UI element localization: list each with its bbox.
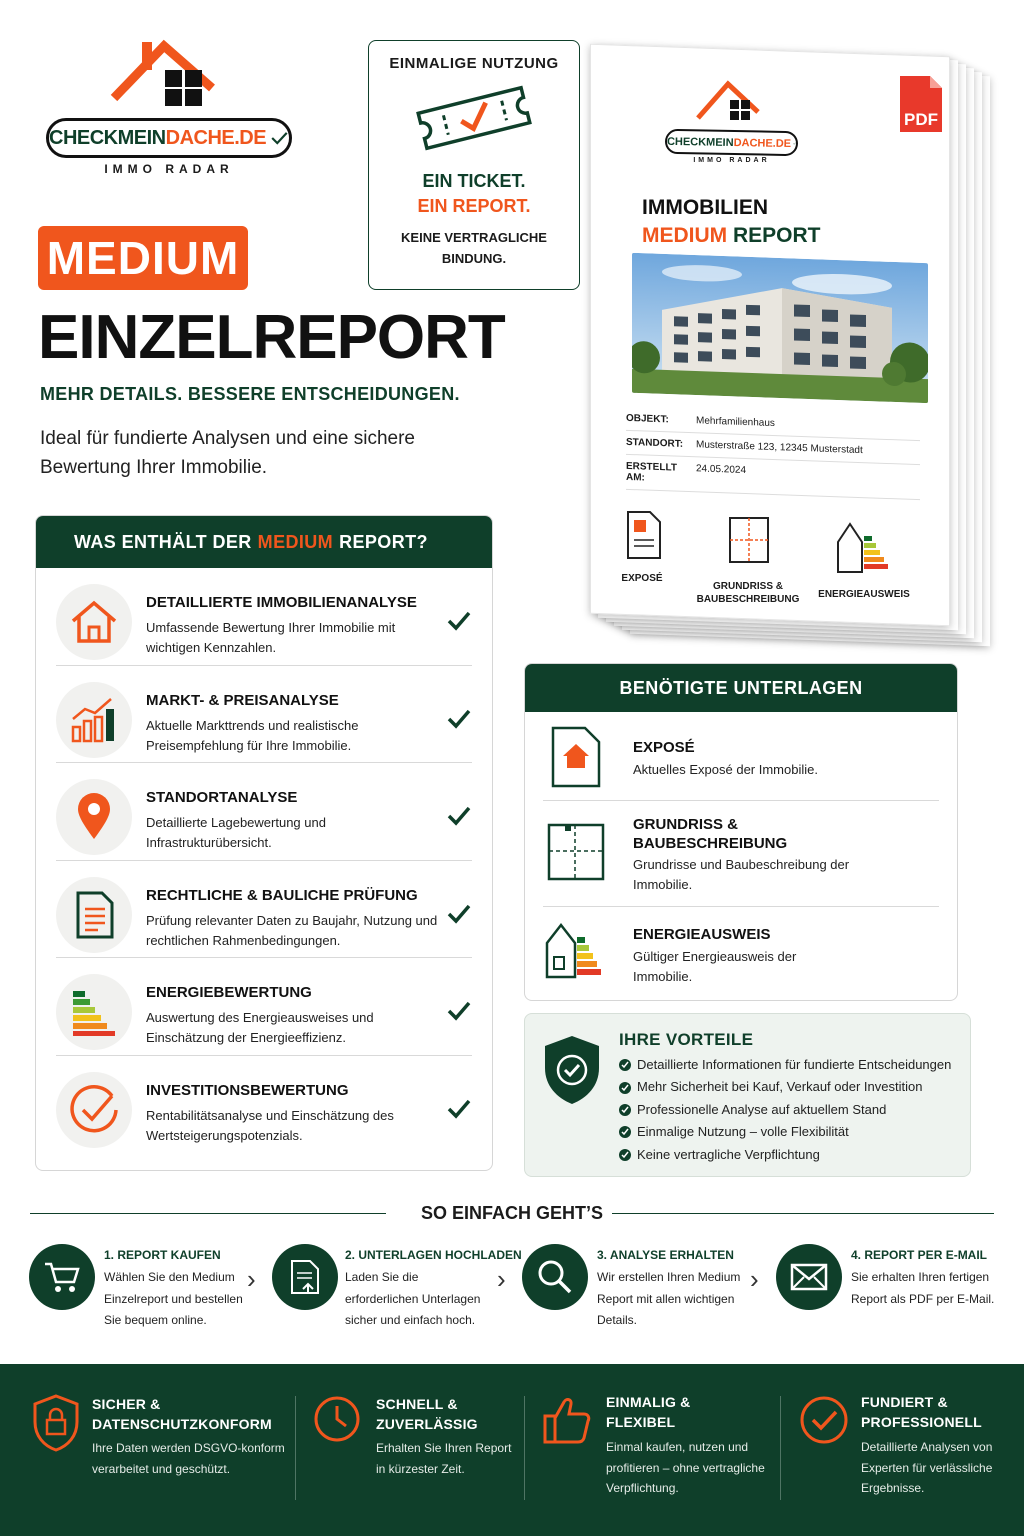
step-title: 2. UNTERLAGEN HOCHLADEN — [345, 1248, 522, 1262]
tagline: MEHR DETAILS. BESSERE ENTSCHEIDUNGEN. — [40, 384, 460, 404]
feature-item — [56, 1056, 472, 1154]
doc-title: EXPOSÉ — [633, 739, 695, 756]
pdf-icon — [898, 74, 944, 134]
report-row-key: OBJEKT: — [626, 412, 669, 426]
pdf-label: PDF — [904, 110, 938, 129]
building-photo — [632, 253, 928, 403]
check-icon — [446, 901, 472, 927]
feature-title: ENERGIEBEWERTUNG — [146, 984, 312, 1001]
step-title: 3. ANALYSE ERHALTEN — [597, 1248, 734, 1262]
feature-desc: Auswertung des Energieausweises und Einschätzung der Energieeffizienz. — [146, 1010, 374, 1045]
divider — [780, 1396, 781, 1500]
benefit-item — [619, 1121, 951, 1143]
thumbs-up-icon — [542, 1394, 592, 1446]
report-doc-label: GRUNDRISS & BAUBESCHREIBUNG — [696, 581, 800, 605]
ticket-line-1: EIN TICKET. — [422, 171, 526, 191]
footer-desc: Erhalten Sie Ihren Report in kürzester Zeit. — [376, 1441, 512, 1476]
house-roof-icon — [108, 22, 218, 114]
check-circle-icon — [798, 1394, 850, 1446]
footer-title: EINMALIG & FLEXIBEL — [606, 1394, 691, 1430]
feature-desc: Umfassende Bewertung Ihrer Immobilie mit wichtigen Kennzahlen. — [146, 620, 396, 655]
report-row-value: Mehrfamilienhaus — [696, 415, 775, 430]
doc-title: GRUNDRISS & BAUBESCHREIBUNG — [633, 816, 788, 852]
docs-header: BENÖTIGTE UNTERLAGEN — [525, 664, 957, 712]
benefit-text: Mehr Sicherheit bei Kauf, Verkauf oder Investition — [637, 1079, 923, 1095]
report-row-value: Musterstraße 123, 12345 Musterstadt — [696, 439, 863, 457]
footer-desc: Detaillierte Analysen von Experten für verlässliche Ergebnisse. — [861, 1440, 993, 1495]
step-desc: Sie erhalten Ihren fertigen Report als PDF per E-Mail. — [851, 1270, 995, 1306]
floorplan-icon — [728, 516, 770, 564]
step-title: 1. REPORT KAUFEN — [104, 1248, 221, 1262]
step-title: 4. REPORT PER E-MAIL — [851, 1248, 988, 1262]
feature-title: INVESTITIONSBEWERTUNG — [146, 1081, 349, 1099]
energy-certificate-icon — [545, 921, 611, 981]
benefits-list — [619, 1054, 951, 1166]
shield-icon — [541, 1034, 603, 1106]
footer-title: FUNDIERT & PROFESSIONELL — [861, 1394, 982, 1430]
benefits-title: IHRE VORTEILE — [619, 1030, 754, 1049]
checkmark-icon — [793, 138, 796, 149]
report-logo-roof-icon — [694, 70, 764, 128]
step-desc: Wir erstellen Ihren Medium Report mit allen wichtigen Details. — [597, 1270, 741, 1327]
energy-certificate-icon — [836, 522, 892, 576]
feature-desc: Rentabilitätsanalyse und Einschätzung des Wertsteigerungspotenzials. — [146, 1107, 394, 1143]
doc-desc: Aktuelles Exposé der Immobilie. — [633, 762, 818, 777]
upload-document-icon — [272, 1244, 338, 1310]
features-head-highlight: MEDIUM — [257, 531, 334, 552]
search-icon — [522, 1244, 588, 1310]
feature-title: STANDORTANALYSE — [146, 789, 298, 806]
expose-doc-icon — [626, 510, 662, 560]
footer-desc: Einmal kaufen, nutzen und profitieren – ohne vertragliche Verpflichtung. — [606, 1440, 765, 1495]
feature-title: RECHTLICHE & BAULICHE PRÜFUNG — [146, 886, 418, 904]
benefit-text: Detaillierte Informationen für fundierte Entscheidungen — [637, 1057, 952, 1072]
feature-desc: Prüfung relevanter Daten zu Baujahr, Nutzung und rechtlichen Rahmenbedingungen. — [146, 912, 438, 948]
report-row-value: 24.05.2024 — [696, 463, 747, 477]
footer-title: SCHNELL & ZUVERLÄSSIG — [376, 1396, 478, 1432]
brand-logo[interactable] — [46, 22, 296, 182]
check-icon — [446, 1096, 472, 1122]
logo-subtitle: IMMO RADAR — [104, 162, 234, 176]
report-title-report: REPORT — [727, 224, 821, 247]
medium-badge: MEDIUM — [38, 226, 248, 290]
doc-item — [543, 712, 939, 801]
report-title-2 — [642, 224, 821, 248]
chevron-right-icon: › — [497, 1264, 506, 1294]
clock-icon — [312, 1394, 362, 1444]
check-circle-icon — [56, 1072, 132, 1148]
doc-title: ENERGIEAUSWEIS — [633, 926, 771, 943]
benefit-item — [619, 1144, 951, 1166]
report-title-1: IMMOBILIEN — [642, 196, 768, 219]
divider — [524, 1396, 525, 1500]
chevron-right-icon: › — [750, 1264, 759, 1294]
ticket-line-2: EIN REPORT. — [417, 196, 531, 216]
ticket-box — [368, 40, 580, 290]
footer-title: SICHER & DATENSCHUTZKONFORM — [92, 1396, 272, 1432]
chevron-right-icon: › — [247, 1264, 256, 1294]
feature-title: MARKT- & PREISANALYSE — [146, 691, 339, 709]
features-head-b: REPORT? — [339, 531, 428, 552]
report-title-medium: MEDIUM — [642, 224, 728, 247]
report-logo-subtitle: IMMO RADAR — [693, 157, 770, 164]
check-icon — [619, 1149, 631, 1161]
feature-item — [56, 763, 472, 861]
doc-item — [543, 801, 939, 907]
expose-icon — [551, 726, 601, 788]
house-icon — [56, 584, 132, 660]
logo-name-b: DACHE.DE — [165, 126, 267, 149]
page-title: EINZELREPORT — [38, 303, 505, 372]
benefit-text: Einmalige Nutzung – volle Flexibilität — [637, 1124, 849, 1140]
footer — [0, 1364, 1024, 1536]
benefit-text: Professionelle Analyse auf aktuellem Stand — [637, 1101, 887, 1117]
check-icon — [446, 803, 472, 829]
floorplan-icon — [547, 823, 605, 881]
checkmark-icon — [270, 128, 289, 148]
ticket-icon — [409, 78, 539, 158]
doc-desc: Grundrisse und Baubeschreibung der Immobilie. — [633, 857, 850, 892]
feature-item — [56, 958, 472, 1056]
steps-title: SO EINFACH GEHT’S — [420, 1203, 604, 1223]
energy-scale-icon — [56, 974, 132, 1050]
report-rows — [626, 412, 920, 495]
doc-item — [543, 907, 939, 999]
check-icon — [446, 706, 472, 732]
feature-item — [56, 861, 472, 959]
benefit-item — [619, 1076, 951, 1098]
required-documents-card — [524, 663, 958, 1001]
features-header — [36, 516, 492, 568]
report-logo-b: DACHE.DE — [733, 136, 792, 150]
benefits-card — [524, 1013, 971, 1177]
cart-icon — [29, 1244, 95, 1310]
check-icon — [619, 1082, 631, 1094]
check-icon — [446, 608, 472, 634]
benefit-text: Keine vertragliche Verpflichtung — [637, 1146, 820, 1162]
check-icon — [619, 1059, 631, 1071]
mail-icon — [776, 1244, 842, 1310]
ticket-note: KEINE VERTRAGLICHE BINDUNG. — [401, 230, 547, 266]
divider — [295, 1396, 296, 1500]
report-logo-a: CHECKMEIN — [666, 135, 734, 149]
step-desc: Laden Sie die erforderlichen Unterlagen sicher und einfach hoch. — [345, 1270, 481, 1327]
benefit-item — [619, 1099, 951, 1121]
footer-desc: Ihre Daten werden DSGVO-konform verarbeitet und geschützt. — [92, 1441, 285, 1476]
step-desc: Wählen Sie den Medium Einzelreport und bestellen Sie bequem online. — [104, 1270, 243, 1327]
feature-desc: Detaillierte Lagebewertung und Infrastrukturübersicht. — [146, 815, 326, 850]
report-logo-pill — [665, 129, 798, 156]
document-icon — [56, 877, 132, 953]
features-head-a: WAS ENTHÄLT DER — [74, 531, 252, 552]
feature-item — [56, 666, 472, 764]
report-row-key: STANDORT: — [626, 436, 684, 450]
benefit-item — [619, 1054, 951, 1076]
chart-icon — [56, 682, 132, 758]
feature-item — [56, 568, 472, 666]
ticket-top: EINMALIGE NUTZUNG — [389, 55, 559, 72]
feature-title: DETAILLIERTE IMMOBILIENANALYSE — [146, 594, 417, 611]
doc-desc: Gültiger Energieausweis der Immobilie. — [633, 949, 797, 984]
shield-lock-icon — [32, 1394, 80, 1452]
features-card — [35, 515, 493, 1171]
check-icon — [446, 998, 472, 1024]
check-icon — [619, 1126, 631, 1138]
logo-name-a: CHECKMEIN — [49, 126, 166, 149]
check-icon — [619, 1104, 631, 1116]
feature-desc: Aktuelle Markttrends und realistische Preisempfehlung für Ihre Immobilie. — [146, 717, 359, 753]
logo-pill — [46, 118, 292, 158]
report-row-key: ERSTELLT AM: — [626, 460, 677, 484]
report-doc-label: EXPOSÉ — [621, 573, 663, 584]
report-doc-label: ENERGIEAUSWEIS — [818, 589, 910, 600]
location-pin-icon — [56, 779, 132, 855]
intro-text: Ideal für fundierte Analysen und eine sichere Bewertung Ihrer Immobilie. — [40, 428, 415, 478]
